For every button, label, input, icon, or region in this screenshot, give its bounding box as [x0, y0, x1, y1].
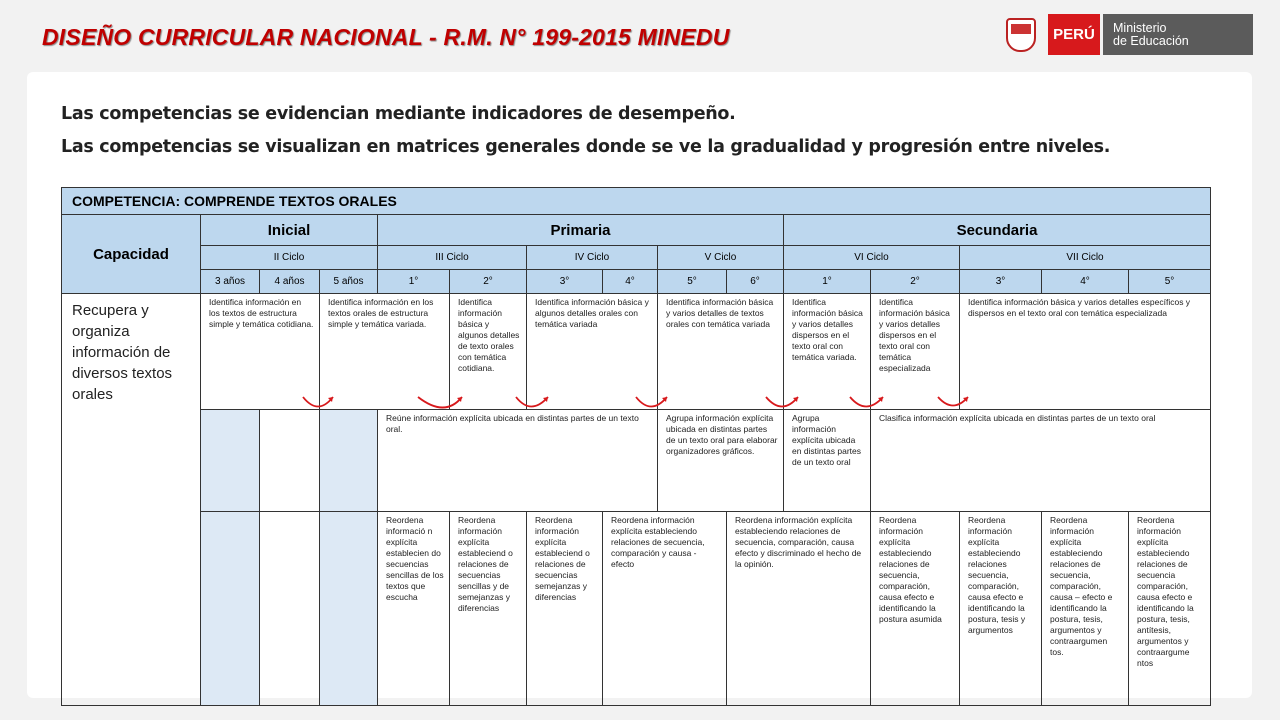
indicator-cell: Agrupa información explícita ubicada en distintas partes de un texto oral [784, 410, 871, 512]
empty-cell [260, 512, 320, 706]
indicator-cell: Reordena información explícita estableciend o relaciones de secuencias semejanzas y diferencias [527, 512, 603, 706]
competency-title: COMPETENCIA: COMPRENDE TEXTOS ORALES [62, 188, 1211, 215]
indicator-cell: Identifica información en los textos de estructura simple y temática cotidiana. [201, 294, 320, 410]
grade-header: 4° [1042, 270, 1129, 294]
indicator-cell: Agrupa información explícita ubicada en distintas partes de un texto oral para elaborar organizadores gráficos. [658, 410, 784, 512]
grade-header: 6° [727, 270, 784, 294]
level-primaria: Primaria [378, 215, 784, 246]
logo-ministry [1103, 14, 1253, 55]
grade-header: 2° [450, 270, 527, 294]
ministry-logo [1000, 14, 1253, 55]
page-title: DISEÑO CURRICULAR NACIONAL - R.M. N° 199-2015 MINEDU [42, 24, 730, 50]
capacity-header: Capacidad [62, 215, 201, 294]
indicator-cell: Identifica información básica y algunos detalles de texto orales con temática cotidiana. [450, 294, 527, 410]
grade-header: 3° [960, 270, 1042, 294]
indicator-cell: Identifica información básica y varios detalles específicos y dispersos en el texto oral con temática especializada [960, 294, 1211, 410]
indicator-cell: Reordena información explícita estableciendo relaciones de secuencia, comparación y causa - efecto [603, 512, 727, 706]
cycle-header: III Ciclo [378, 246, 527, 270]
grade-header: 4 años [260, 270, 320, 294]
empty-cell [201, 512, 260, 706]
indicator-cell: Identifica información básica y varios detalles de textos orales con temática variada [658, 294, 784, 410]
grade-header: 1° [784, 270, 871, 294]
level-secundaria: Secundaria [784, 215, 1211, 246]
cycle-header: V Ciclo [658, 246, 784, 270]
intro-line-1: Las competencias se evidencian mediante indicadores de desempeño. [61, 104, 736, 124]
empty-cell [260, 410, 320, 512]
coat-of-arms-icon [1000, 14, 1042, 55]
grade-header: 2° [871, 270, 960, 294]
intro-line-2: Las competencias se visualizan en matrices generales donde se ve la gradualidad y progresión entre niveles. [61, 137, 1111, 157]
indicator-cell: Clasifica información explícita ubicada en distintas partes de un texto oral [871, 410, 1211, 512]
grade-header: 5° [658, 270, 727, 294]
grade-header: 5° [1129, 270, 1211, 294]
empty-cell [201, 410, 260, 512]
indicator-cell: Identifica información en los textos orales de estructura simple y temática variada. [320, 294, 450, 410]
cycle-header: IV Ciclo [527, 246, 658, 270]
indicator-cell: Reordena información explícita estableciendo relaciones de secuencia, comparación, causa – efecto e identificando la postura, tesis, argumentos y contraargumen tos. [1042, 512, 1129, 706]
indicator-cell: Reordena informació n explícita establecien do secuencias sencillas de los textos que escucha [378, 512, 450, 706]
indicator-cell: Identifica información básica y algunos detalles orales con temática variada [527, 294, 658, 410]
indicator-cell: Reordena información explícita estableciendo relaciones secuencia, comparación, causa efecto e identificando la postura, tesis y argumentos [960, 512, 1042, 706]
indicator-cell: Reordena información explícita estableciendo relaciones de secuencia comparación, causa efecto e identificando la postura, tesis, antítesis, argumentos y contraargume ntos [1129, 512, 1211, 706]
grade-header: 3° [527, 270, 603, 294]
empty-cell [320, 410, 378, 512]
empty-cell [320, 512, 378, 706]
indicator-cell: Reúne información explícita ubicada en distintas partes de un texto oral. [378, 410, 658, 512]
indicator-cell: Identifica información básica y varios detalles dispersos en el texto oral con temática variada. [784, 294, 871, 410]
indicator-cell: Identifica información básica y varios detalles dispersos en el texto oral con temática especializada [871, 294, 960, 410]
grade-header: 3 años [201, 270, 260, 294]
indicator-cell: Reordena información explícita estableciend o relaciones de secuencias sencillas y de semejanzas y diferencias [450, 512, 527, 706]
indicator-cell: Reordena información explícita estableciendo relaciones de secuencia, comparación, causa efecto e identificando la postura asumida [871, 512, 960, 706]
cycle-header: VI Ciclo [784, 246, 960, 270]
logo-ministry-line1: Ministerio [1113, 20, 1167, 35]
cycle-header: II Ciclo [201, 246, 378, 270]
grade-header: 5 años [320, 270, 378, 294]
logo-country: PERÚ [1048, 14, 1100, 55]
capacity-name: Recupera y organiza información de diversos textos orales [62, 294, 201, 706]
logo-ministry-line2: de Educación [1113, 33, 1189, 48]
indicator-cell: Reordena información explícita estableciendo relaciones de secuencia, comparación, causa efecto y discriminado el hecho de la opinión. [727, 512, 871, 706]
competency-matrix [61, 187, 1211, 706]
grade-header: 1° [378, 270, 450, 294]
level-inicial: Inicial [201, 215, 378, 246]
grade-header: 4° [603, 270, 658, 294]
cycle-header: VII Ciclo [960, 246, 1211, 270]
